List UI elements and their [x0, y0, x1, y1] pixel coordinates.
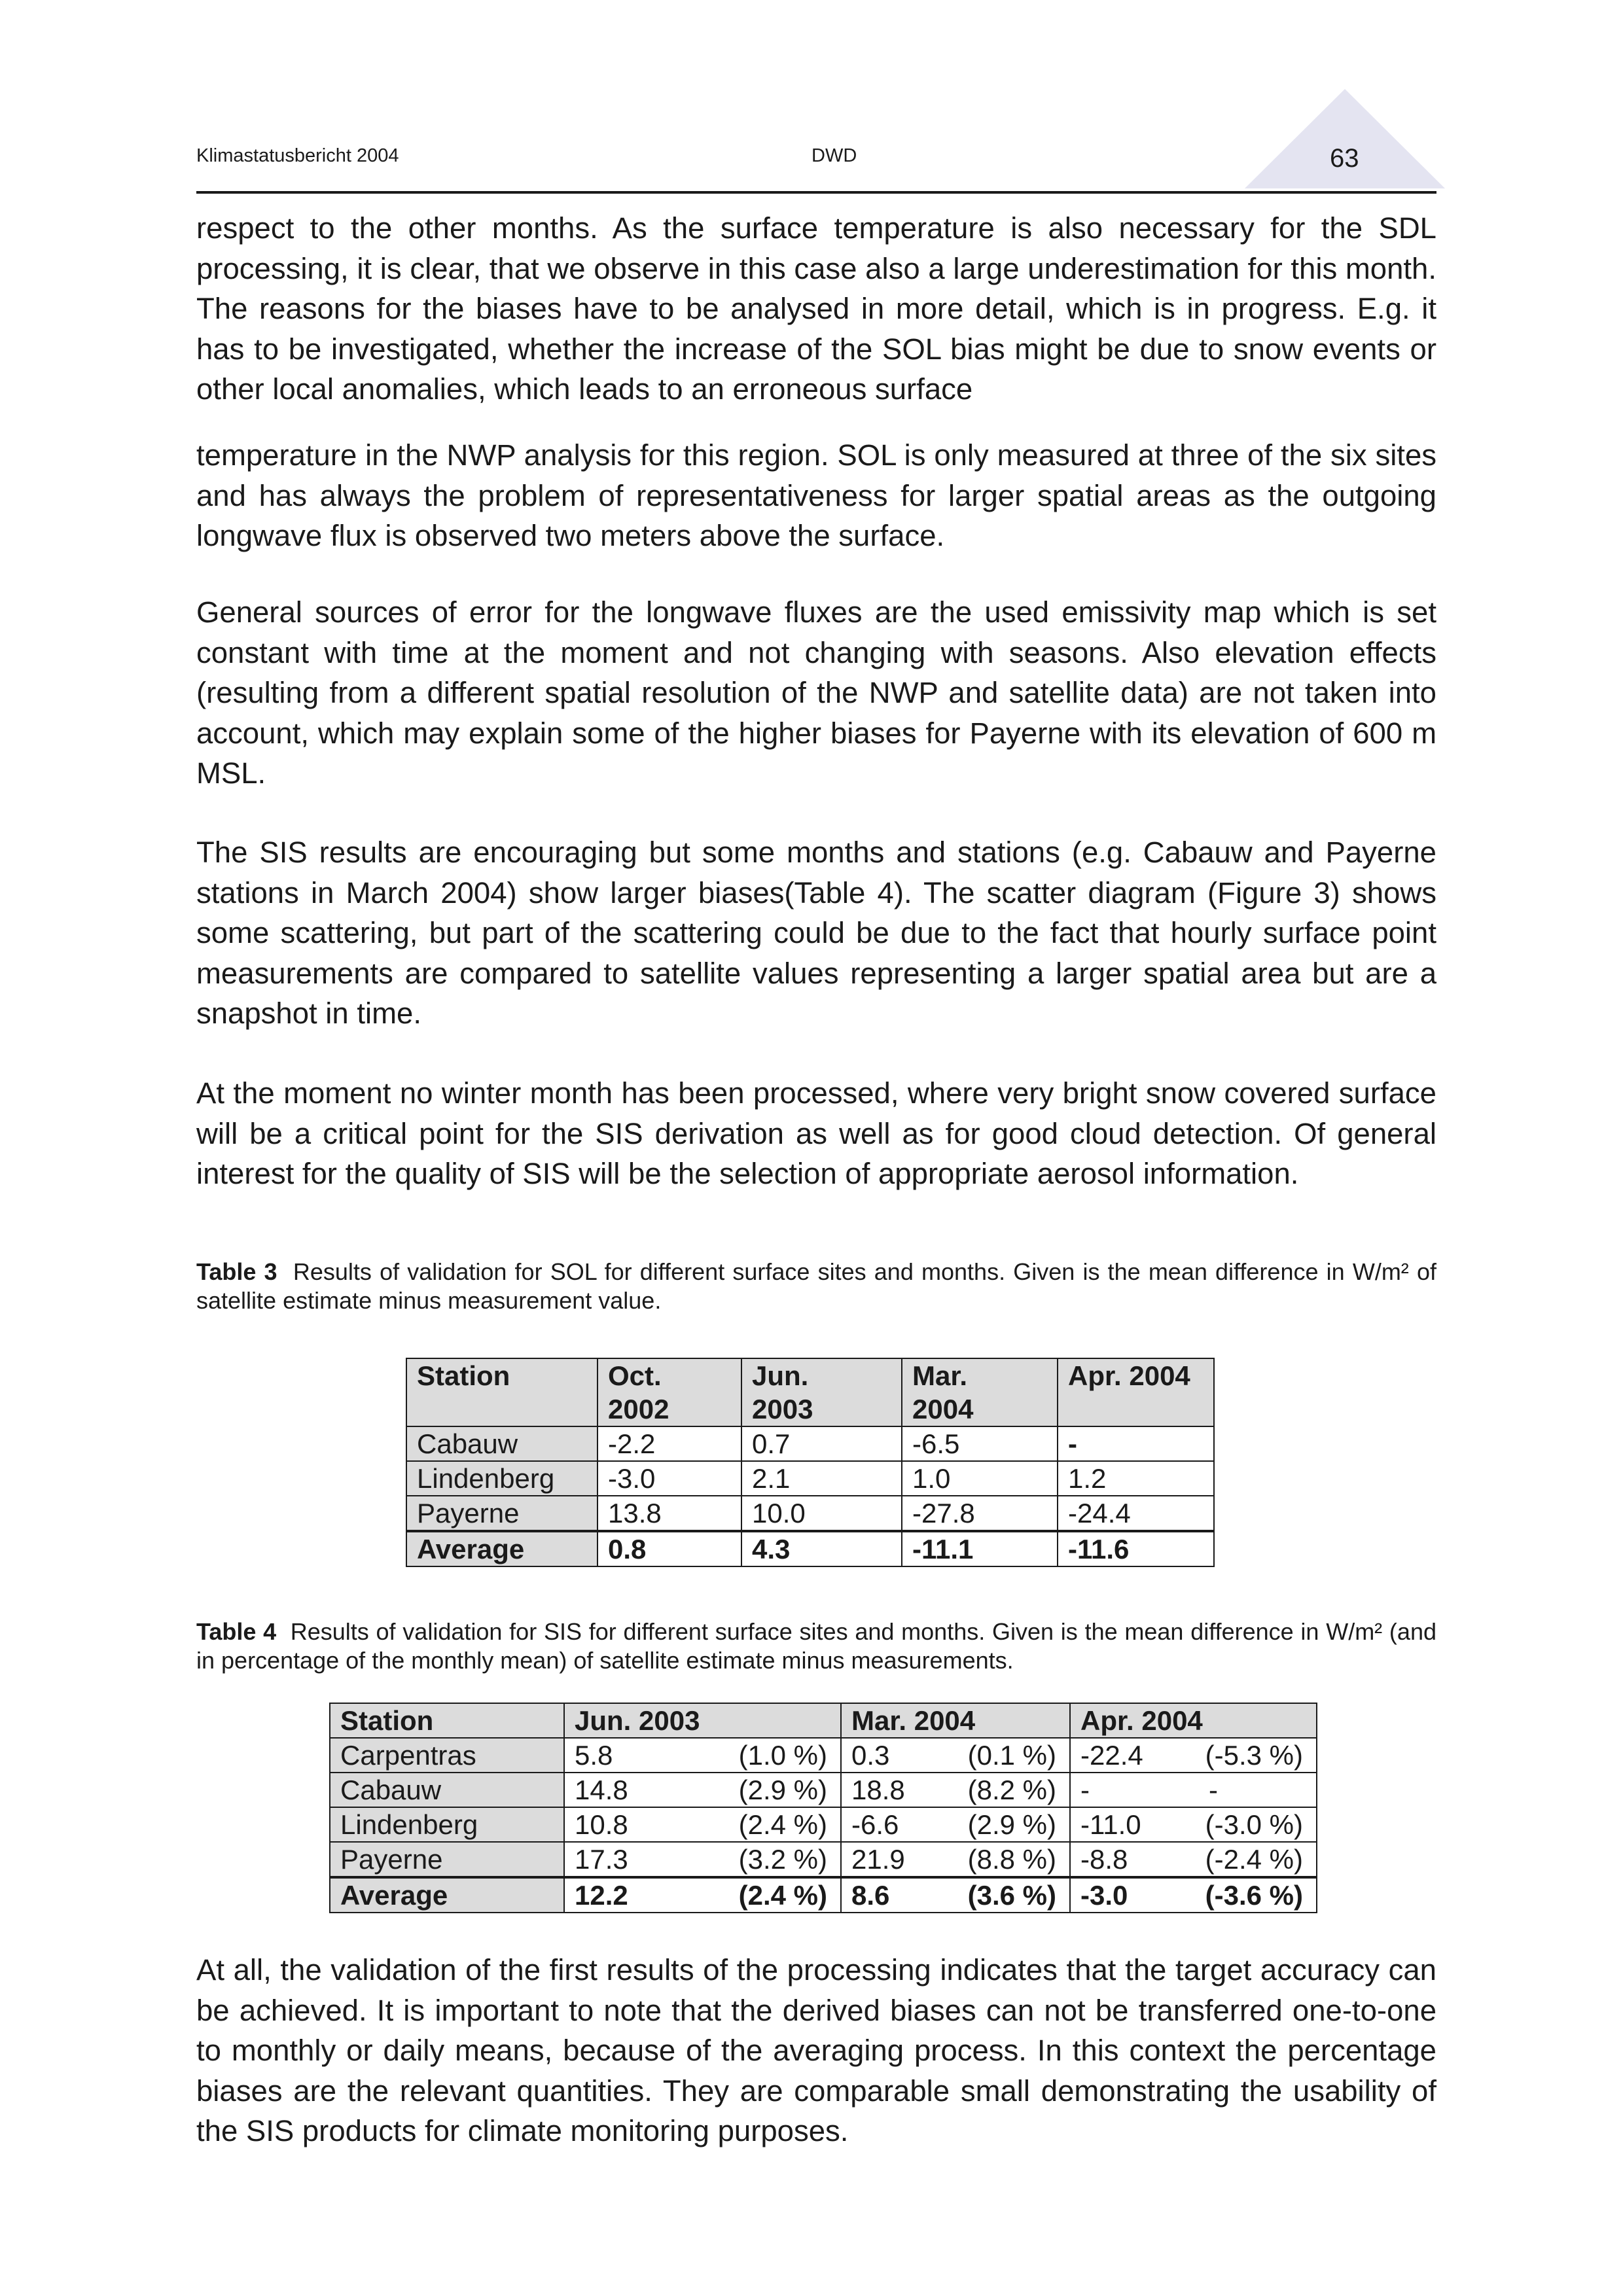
table4-caption-label: Table 4 [196, 1618, 277, 1645]
table4-station-cell: Payerne [330, 1842, 564, 1877]
table4-value-cell: - - [1070, 1773, 1317, 1807]
table3-caption-text: Results of validation for SOL for different surface sites and months. Given is the mean difference in W/m² of satellite estimate minus measurement value. [196, 1258, 1436, 1314]
table3-average-cell: -11.6 [1058, 1531, 1214, 1566]
table4-header-cell: Station [330, 1703, 564, 1738]
paragraph-6: At all, the validation of the first results of the processing indicates that the target accuracy can be achieved. It is important to note that the derived biases can not be transferred one-to-one to monthly or daily means, because of the averaging process. In this context the percentage biases are the relevant quantities. They are comparable small demonstrating the usability of the SIS products for climate monitoring purposes. [196, 1953, 1436, 2147]
table3-row [406, 1496, 1214, 1531]
table3-average-cell: 0.8 [597, 1531, 741, 1566]
table3-value-cell: 10.0 [741, 1496, 902, 1531]
table3-row [406, 1461, 1214, 1496]
table3-station-cell: Lindenberg [406, 1461, 597, 1496]
table4-average-cell: 8.6 (3.6 %) [841, 1877, 1070, 1913]
table4-average-cell: 12.2 (2.4 %) [564, 1877, 841, 1913]
table4-value-cell: -6.6 (2.9 %) [841, 1807, 1070, 1842]
table3-value-cell: -27.8 [902, 1496, 1058, 1531]
table3-value-cell: -2.2 [597, 1426, 741, 1461]
paragraph-2: temperature in the NWP analysis for this region. SOL is only measured at three of the six sites and has always the problem of representativeness for larger spatial areas as the outgoing longwave flux is observed two meters above the surface. [196, 438, 1436, 552]
table4-station-cell: Carpentras [330, 1738, 564, 1773]
table3-header-row [406, 1358, 1214, 1426]
table4 [329, 1703, 1317, 1913]
table3-value-cell: -3.0 [597, 1461, 741, 1496]
table4-value-cell: 14.8 (2.9 %) [564, 1773, 841, 1807]
header-organization: DWD [812, 145, 857, 166]
table4-value-cell: 21.9 (8.8 %) [841, 1842, 1070, 1877]
paragraph-5: At the moment no winter month has been processed, where very bright snow covered surface will be a critical point for the SIS derivation as well as for good cloud detection. Of general interest for the quality of SIS will be the selection of appropriate aerosol information. [196, 1076, 1436, 1190]
paragraph-3: General sources of error for the longwave fluxes are the used emissivity map which is set constant with time at the moment and not changing with seasons. Also elevation effects (resulting from a different spatial resolution of the NWP and satellite data) are not taken into account, which may explain some of the higher biases for Payerne with its elevation of 600 m MSL. [196, 595, 1436, 790]
table4-value-cell: 10.8 (2.4 %) [564, 1807, 841, 1842]
table4-row [330, 1842, 1317, 1877]
table3-caption-label: Table 3 [196, 1258, 277, 1285]
table4-station-cell: Cabauw [330, 1773, 564, 1807]
table3-value-cell: 2.1 [741, 1461, 902, 1496]
table4-header-row [330, 1703, 1317, 1738]
table3 [406, 1358, 1215, 1567]
table3-value-cell: - [1058, 1426, 1214, 1461]
table4-value-cell: -11.0 (-3.0 %) [1070, 1807, 1317, 1842]
table4-average-cell: -3.0 (-3.6 %) [1070, 1877, 1317, 1913]
table4-header-cell: Jun. 2003 [564, 1703, 841, 1738]
table4-value-cell: 17.3 (3.2 %) [564, 1842, 841, 1877]
table3-average-label: Average [406, 1531, 597, 1566]
table3-row [406, 1426, 1214, 1461]
table4-average-row [330, 1877, 1317, 1913]
paragraph-4: The SIS results are encouraging but some months and stations (e.g. Cabauw and Payerne stations in March 2004) show larger biases(Table 4). The scatter diagram (Figure 3) shows some scattering, but part of the scattering could be due to the fact that hourly surface point measurements are compared to satellite values representing a larger spatial area but are a snapshot in time. [196, 836, 1436, 1030]
table4-header-cell: Apr. 2004 [1070, 1703, 1317, 1738]
table4-header-cell: Mar. 2004 [841, 1703, 1070, 1738]
paragraph-1: respect to the other months. As the surface temperature is also necessary for the SDL processing, it is clear, that we observe in this case also a large underestimation for this month. The reasons for the biases have to be analysed in more detail, which is in progress. E.g. it has to be investigated, whether the increase of the SOL bias might be due to snow events or other local anomalies, which leads to an erroneous surface [196, 211, 1436, 406]
table4-value-cell: 5.8 (1.0 %) [564, 1738, 841, 1773]
table3-caption [196, 1258, 1436, 1315]
table3-value-cell: 13.8 [597, 1496, 741, 1531]
table3-value-cell: 0.7 [741, 1426, 902, 1461]
table3-value-cell: -24.4 [1058, 1496, 1214, 1531]
page-corner-triangle [1245, 89, 1445, 188]
table3-value-cell: -6.5 [902, 1426, 1058, 1461]
table4-value-cell: -22.4 (-5.3 %) [1070, 1738, 1317, 1773]
table4-value-cell: 0.3 (0.1 %) [841, 1738, 1070, 1773]
table3-average-cell: -11.1 [902, 1531, 1058, 1566]
table4-row [330, 1807, 1317, 1842]
table3-value-cell: 1.0 [902, 1461, 1058, 1496]
page-header [196, 143, 1436, 195]
table3-station-cell: Payerne [406, 1496, 597, 1531]
table4-value-cell: 18.8 (8.2 %) [841, 1773, 1070, 1807]
table4-row [330, 1738, 1317, 1773]
table4-average-label: Average [330, 1877, 564, 1913]
table3-header-cell: Mar. 2004 [902, 1358, 1058, 1426]
table4-station-cell: Lindenberg [330, 1807, 564, 1842]
header-report-title: Klimastatusbericht 2004 [196, 145, 399, 166]
table3-average-cell: 4.3 [741, 1531, 902, 1566]
table4-value-cell: -8.8 (-2.4 %) [1070, 1842, 1317, 1877]
table3-header-cell: Station [406, 1358, 597, 1426]
table3-average-row [406, 1531, 1214, 1566]
table4-caption [196, 1617, 1436, 1675]
table3-header-cell: Jun. 2003 [741, 1358, 902, 1426]
header-rule [196, 191, 1436, 194]
table4-caption-text: Results of validation for SIS for different surface sites and months. Given is the mean difference in W/m² (and in percentage of the monthly mean) of satellite estimate minus measurements. [196, 1618, 1436, 1674]
table3-header-cell: Oct. 2002 [597, 1358, 741, 1426]
page-number: 63 [1330, 144, 1359, 173]
table3-station-cell: Cabauw [406, 1426, 597, 1461]
table3-header-cell: Apr. 2004 [1058, 1358, 1214, 1426]
table3-value-cell: 1.2 [1058, 1461, 1214, 1496]
table4-row [330, 1773, 1317, 1807]
